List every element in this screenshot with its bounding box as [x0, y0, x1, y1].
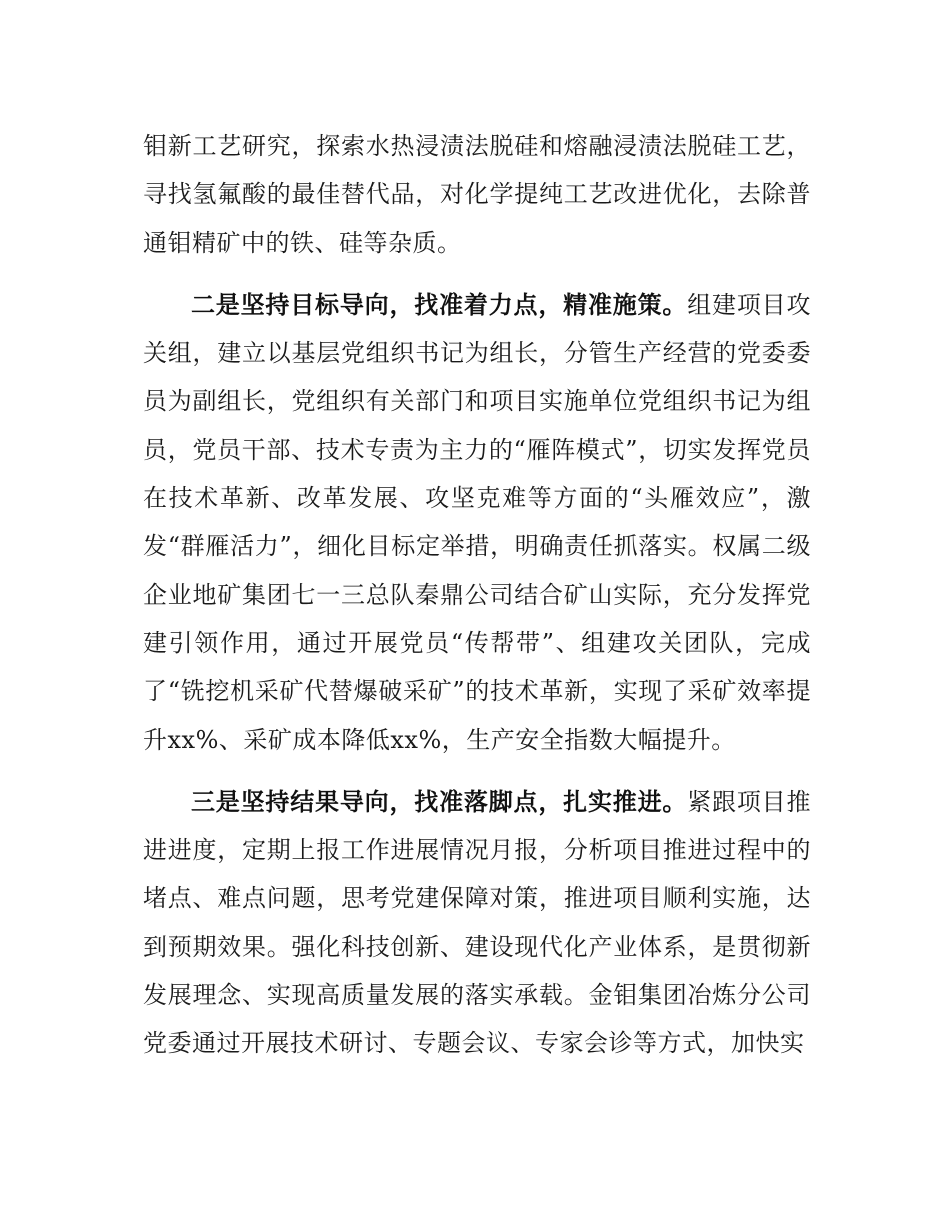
- paragraph-result-orientation: [143, 778, 811, 1068]
- paragraph-target-orientation: [143, 281, 811, 764]
- paragraph-lead-heading: 三是坚持结果导向，找准落脚点，扎实推进。: [191, 787, 688, 816]
- paragraph-text: 钼新工艺研究，探索水热浸渍法脱硅和熔融浸渍法脱硅工艺，寻找氢氟酸的最佳替代品，对化学提纯工艺改进优化，去除普通钼精矿中的铁、硅等杂质。: [143, 132, 811, 257]
- paragraph-continuation: [143, 122, 811, 267]
- document-body: [143, 122, 811, 1068]
- paragraph-text: 组建项目攻关组，建立以基层党组织书记为组长，分管生产经营的党委委员为副组长，党组织有关部门和项目实施单位党组织书记为组员，党员干部、技术专责为主力的“雁阵模式”，切实发挥党员在技术革新、改革发展、攻坚克难等方面的“头雁效应”，激发“群雁活力”，细化目标定举措，明确责任抓落实。权属二级企业地矿集团七一三总队秦鼎公司结合矿山实际，充分发挥党建引领作用，通过开展党员“传帮带”、组建攻关团队，完成了“铣挖机采矿代替爆破采矿”的技术革新，实现了采矿效率提升xx%、采矿成本降低xx%，生产安全指数大幅提升。: [143, 290, 811, 754]
- paragraph-lead-heading: 二是坚持目标导向，找准着力点，精准施策。: [191, 290, 688, 319]
- paragraph-text: 紧跟项目推进进度，定期上报工作进展情况月报，分析项目推进过程中的堵点、难点问题，思考党建保障对策，推进项目顺利实施，达到预期效果。强化科技创新、建设现代化产业体系，是贯彻新发展理念、实现高质量发展的落实承载。金钼集团冶炼分公司党委通过开展技术研讨、专题会议、专家会诊等方式，加快实: [143, 787, 811, 1058]
